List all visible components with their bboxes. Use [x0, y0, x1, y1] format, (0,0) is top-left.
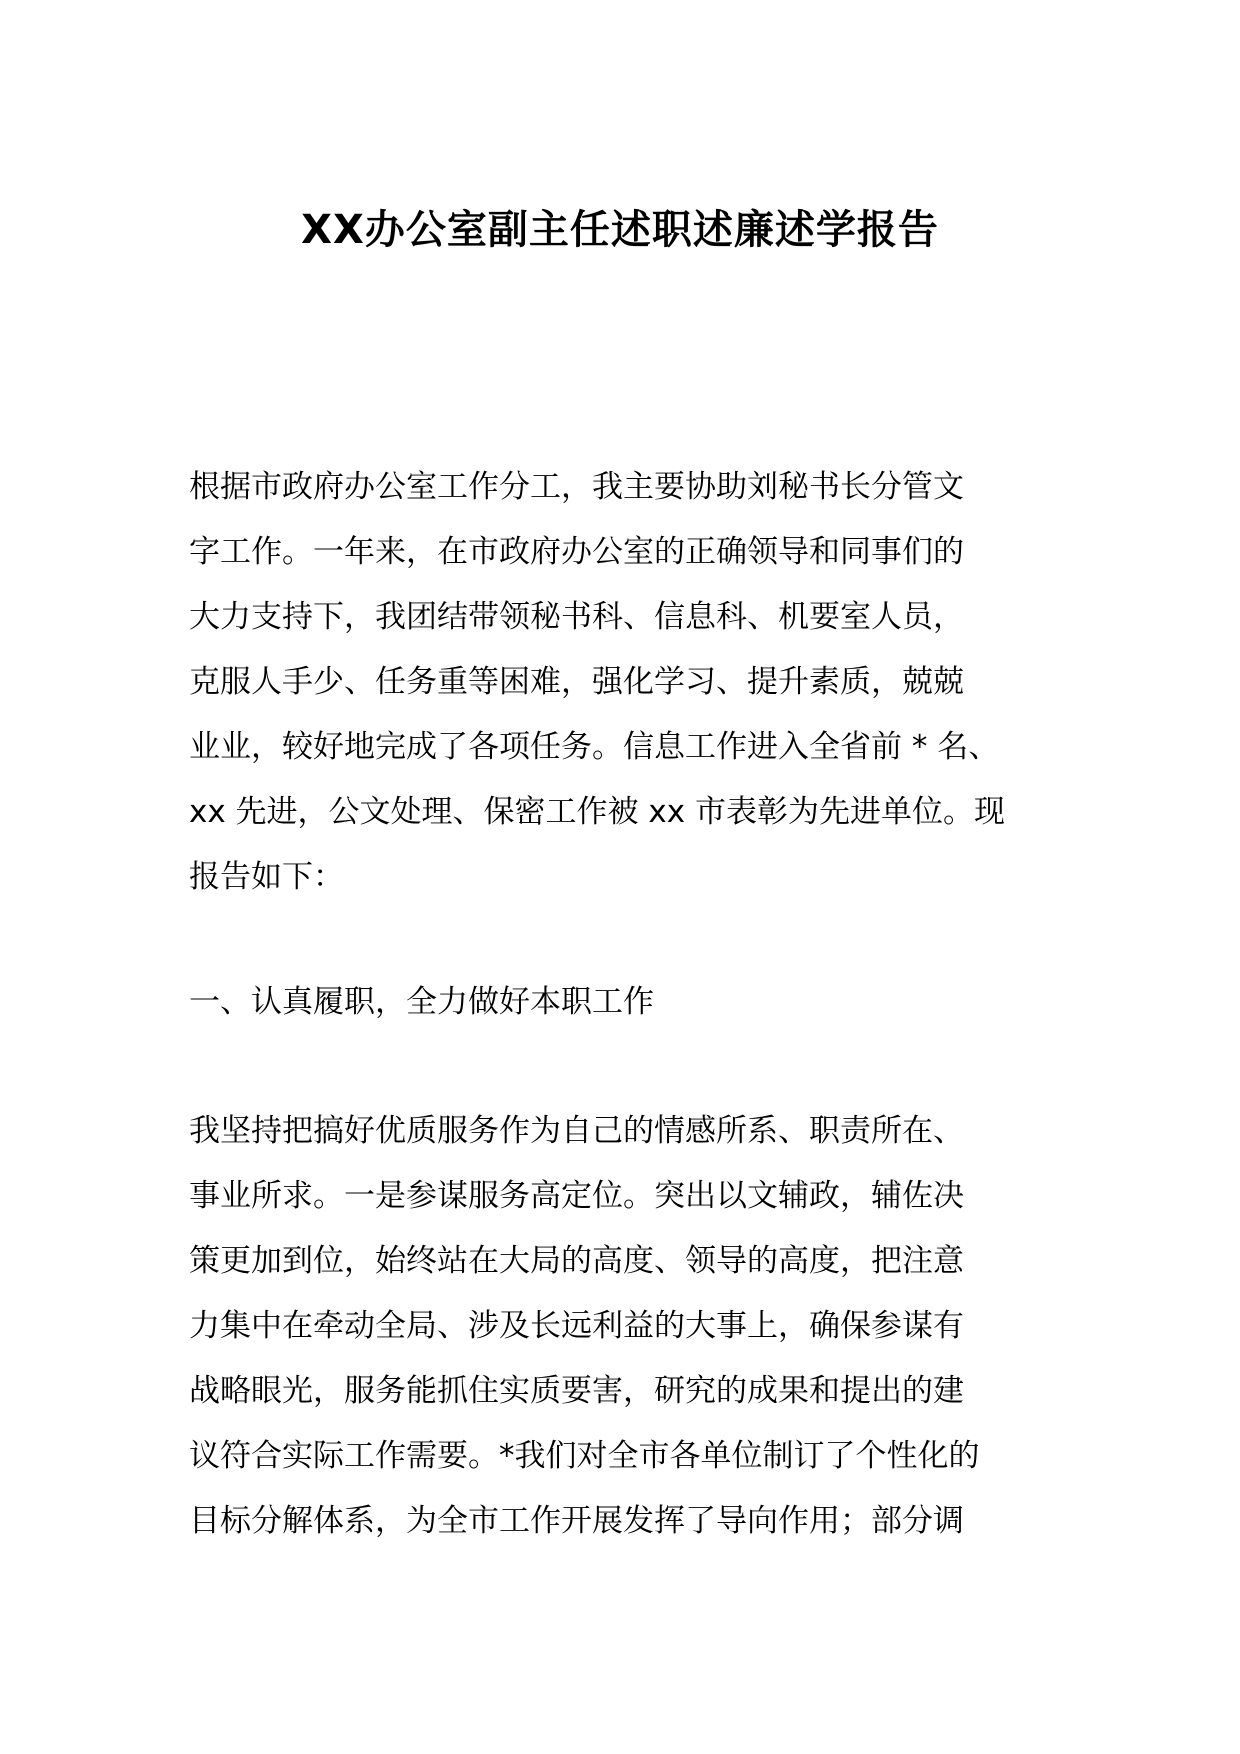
- paragraph-section-1: [189, 1099, 1089, 1554]
- document-title: XX办公室副主任述职述廉述学报告: [301, 207, 939, 253]
- paragraph-line: 我坚持把搞好优质服务作为自己的情感所系、职责所在、: [189, 1113, 964, 1149]
- paragraph-line: 策更加到位，始终站在大局的高度、领导的高度，把注意: [189, 1243, 964, 1279]
- paragraph-line: 根据市政府办公室工作分工，我主要协助刘秘书长分管文: [189, 469, 964, 505]
- section-heading: [189, 970, 1089, 1035]
- paragraph-line: 业业，较好地完成了各项任务。信息工作进入全省前 * 名、: [189, 729, 1000, 765]
- paragraph-line: 事业所求。一是参谋服务高定位。突出以文辅政，辅佐决: [189, 1178, 964, 1214]
- paragraph-line: 力集中在牵动全局、涉及长远利益的大事上，确保参谋有: [189, 1308, 964, 1344]
- paragraph-line: 大力支持下，我团结带领秘书科、信息科、机要室人员，: [189, 599, 964, 635]
- paragraph-line: xx 先进，公文处理、保密工作被 xx 市表彰为先进单位。现: [189, 794, 1005, 830]
- paragraph-line: 目标分解体系，为全市工作开展发挥了导向作用；部分调: [189, 1503, 964, 1539]
- section-heading-text: 一、认真履职，全力做好本职工作: [189, 984, 654, 1020]
- paragraph-line: 克服人手少、任务重等困难，强化学习、提升素质，兢兢: [189, 664, 964, 700]
- paragraph-intro: [189, 455, 1089, 910]
- paragraph-line: 字工作。一年来，在市政府办公室的正确领导和同事们的: [189, 534, 964, 570]
- paragraph-line: 报告如下：: [189, 859, 344, 895]
- paragraph-line: 战略眼光，服务能抓住实质要害，研究的成果和提出的建: [189, 1373, 964, 1409]
- paragraph-line: 议符合实际工作需要。*我们对全市各单位制订了个性化的: [189, 1438, 980, 1474]
